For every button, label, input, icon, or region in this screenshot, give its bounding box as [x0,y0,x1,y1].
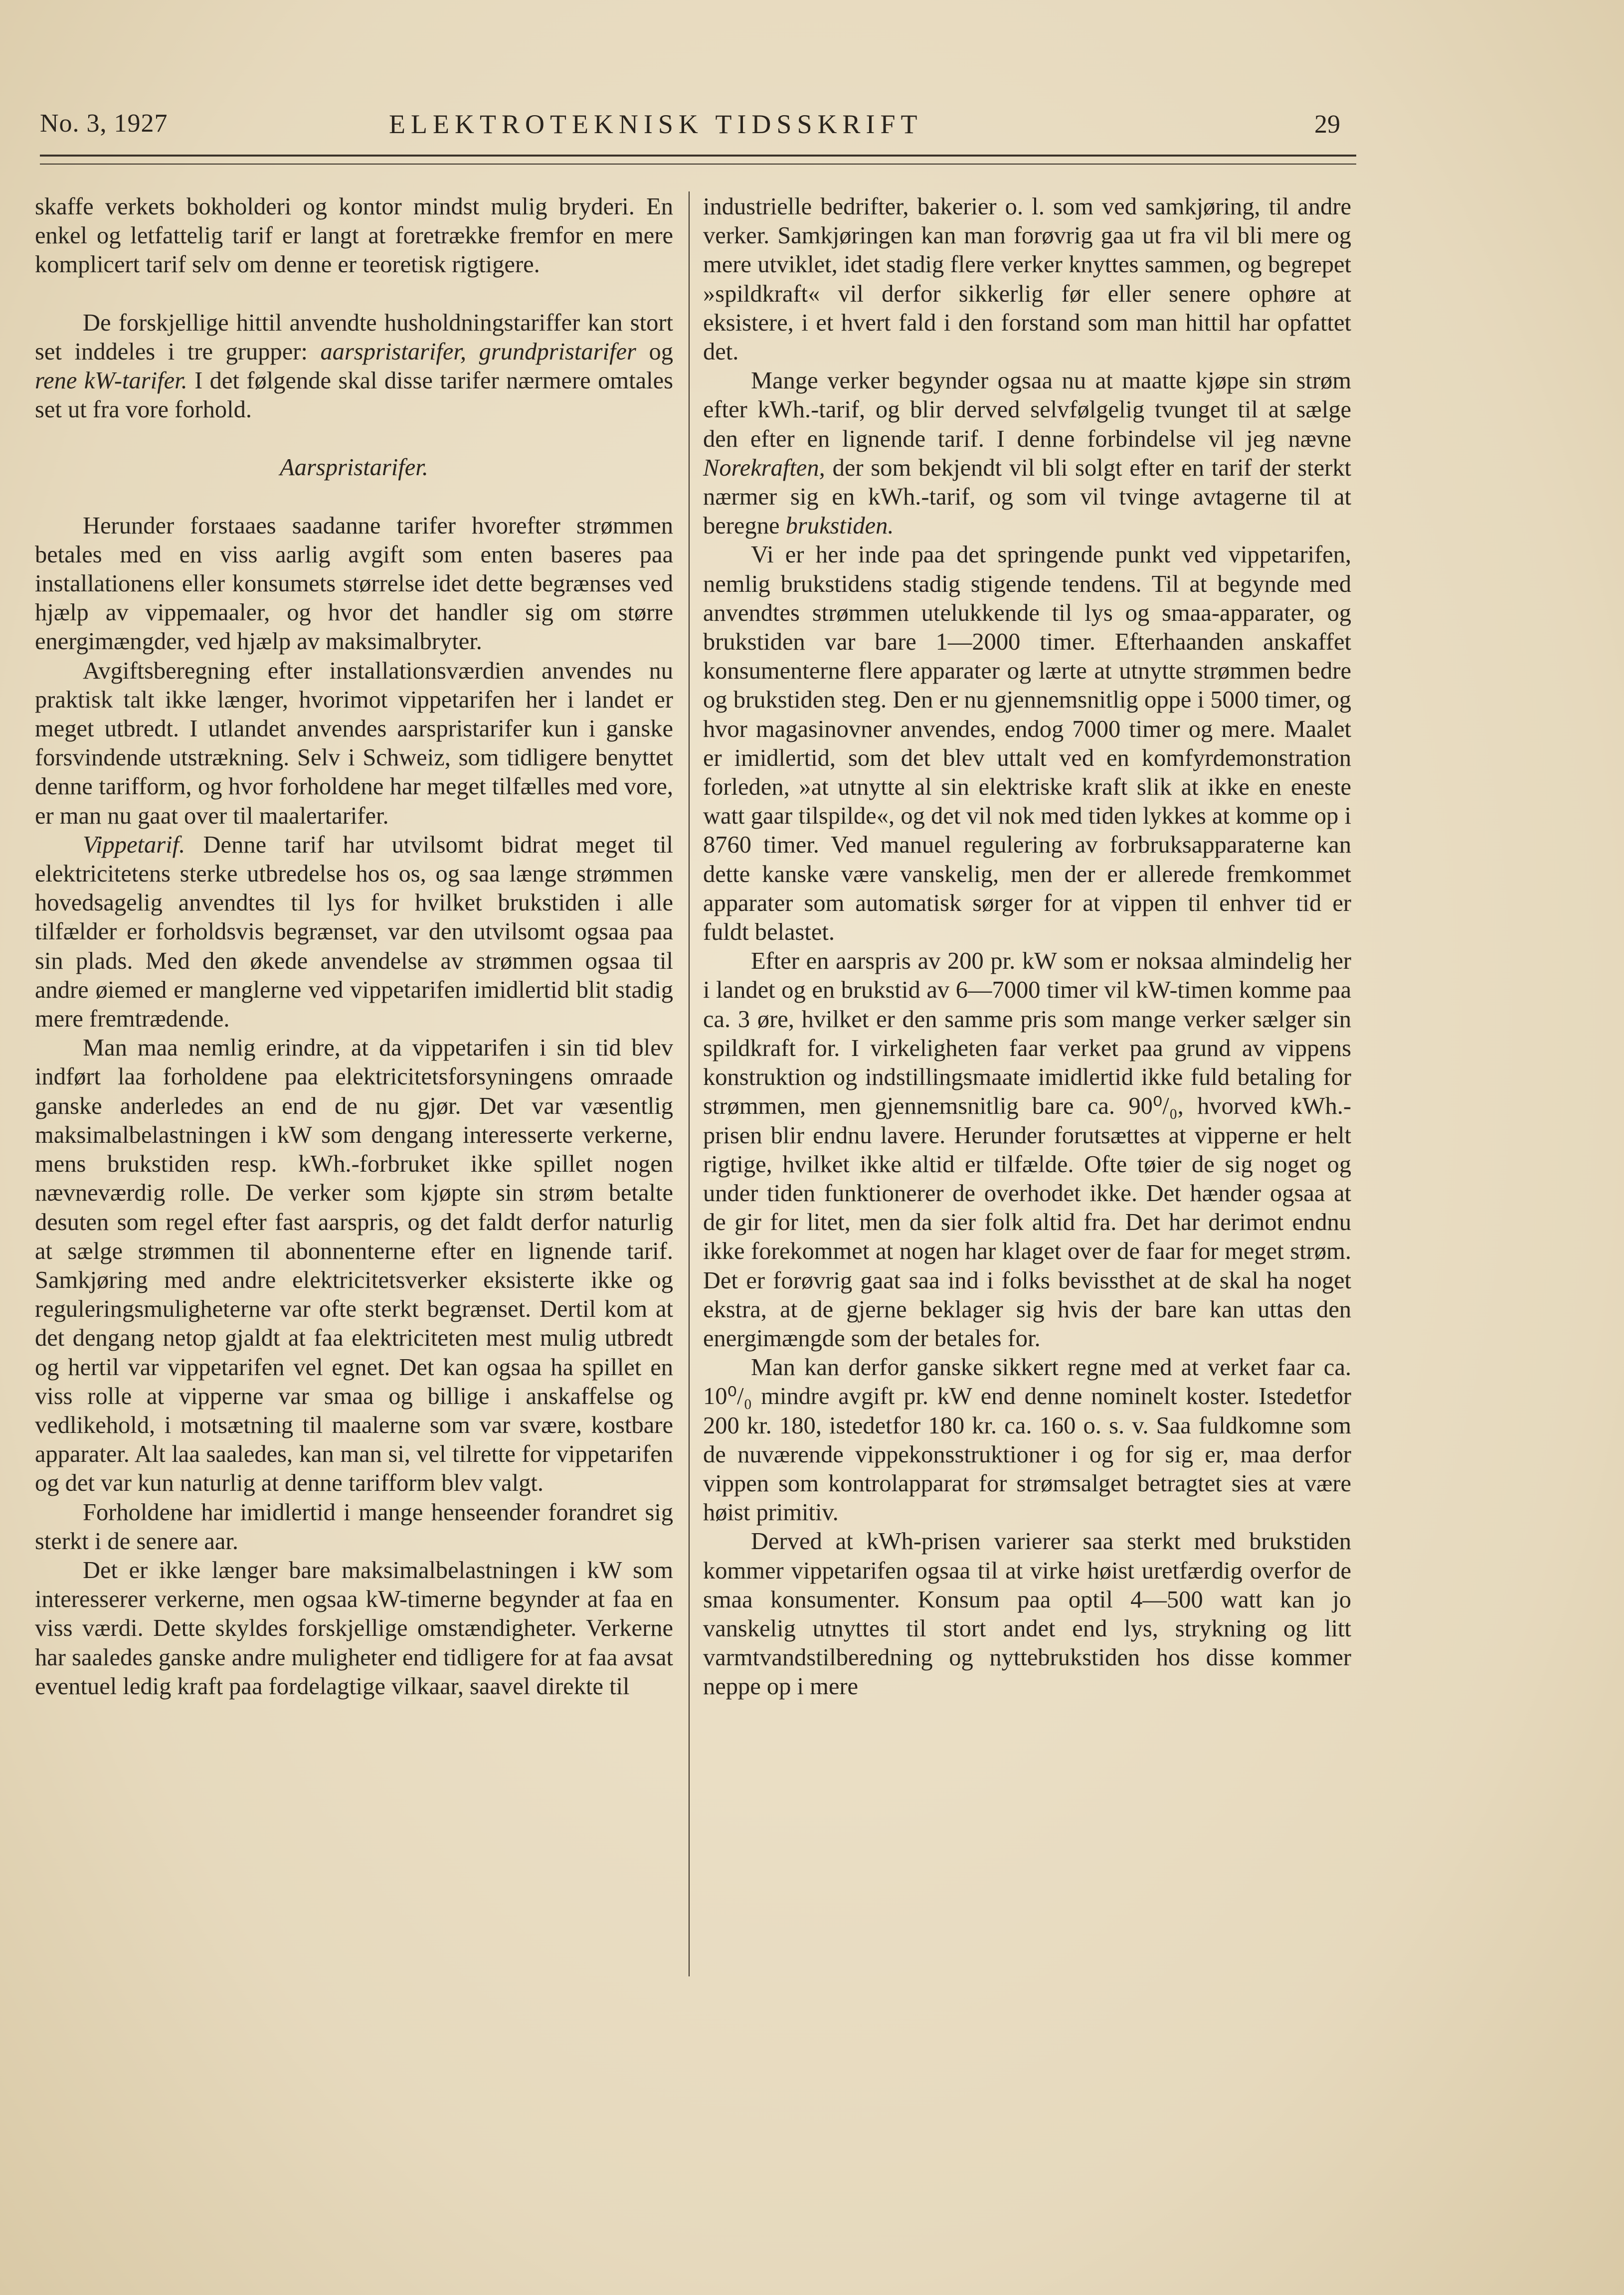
running-header [40,109,1356,144]
header-rule [40,155,1356,165]
run-in-heading: Vippetarif. [83,831,185,858]
paragraph [35,831,673,1034]
left-column [35,192,673,1701]
journal-title: ELEKTROTEKNISK TIDSSKRIFT [389,109,923,139]
section-heading: Aarspristarifer. [280,454,428,481]
paragraph: Det er ikke længer bare maksimalbelastningen i kW som interesserer verkerne, men ogsaa kW-timerne begynder at faa en viss værdi. Dette skyldes forskjellige omstændigheter. Verkerne har saaledes ganske andre muligheter end tidligere for at faa avsat eventuel ledig kraft paa fordelagtige vilkaar, saavel direkte til [35,1557,673,1700]
paragraph [703,366,1351,540]
paragraph: Man maa nemlig erindre, at da vippetarifen i sin tid blev indført laa forholdene paa elektricitetsforsyningens omraade ganske anderledes an end de nu gjør. Det var væsentlig maksimalbelastningen i kW som dengang interesserte verkerne, mens brukstiden resp. kWh.-forbruket ikke spillet nogen nævneværdig rolle. De verker som kjøpte sin strøm betalte desuten som regel efter fast aarspris, og det faldt derfor naturlig at sælge strømmen til abonnenterne efter en lignende tarif. Samkjøring med andre elektricitetsverker eksisterte ikke og reguleringsmuligheterne var ofte sterkt begrænset. Dertil kom at det dengang netop gjaldt at faa elektriciteten mest mulig utbredt og hertil var vippetarifen vel egnet. Det kan ogsaa ha spillet en viss rolle at vipperne var smaa og billige i anskaffelse og vedlikehold, i motsætning til maalerne som var svære, kostbare apparater. Alt laa saaledes, kan man si, vel tilrette for vippetarifen og det var kun naturlig at denne tarifform blev valgt. [35,1035,673,1497]
page-number: 29 [1314,110,1340,139]
paragraph: Herunder forstaaes saadanne tarifer hvorefter strømmen betales med en viss aarlig avgift som enten baseres paa installationens eller konsumets størrelse idet dette begrænses ved hjælp av vippemaaler, og hvor det handler sig om større energimængder, ved hjælp av maksimalbryter. [35,512,673,655]
text-run: Mange verker begynder ogsaa nu at maatte kjøpe sin strøm efter kWh.-tarif, og blir derved selvfølgelig tvunget til at sælge den efter en lignende tarif. I denne forbindelse vil jeg nævne [703,367,1351,452]
text-run: der som bekjendt vil bli solgt efter en tarif der sterkt nærmer sig en kWh.-tarif, og som vil tvinge avtagerne til at beregne [703,454,1351,539]
italic-term: aarspristarifer, grundpristarifer [320,338,636,365]
italic-term: rene kW-tarifer. [35,367,187,394]
paragraph: Vi er her inde paa det springende punkt ved vippetarifen, nemlig brukstidens stadig stigende tendens. Til at begynde med anvendtes strømmen utelukkende til lys og smaa-apparater, og brukstiden var bare 1—2000 timer. Efterhaanden anskaffet konsumenterne flere apparater og lærte at utnytte strømmen bedre og brukstiden steg. Den er nu gjennemsnitlig oppe i 5000 timer, og hvor magasinovner anvendes, endog 7000 timer og mere. Maalet er imidlertid, som det blev uttalt ved en komfyrdemonstration forleden, »at utnytte al sin elektriske kraft slik at ikke en eneste watt gaar tilspilde«, og det vil nok med tiden lykkes at komme op i 8760 timer. Ved manuel regulering av forbruksapparaterne kan dette kanske være vanskelig, men der er allerede fremkommet apparater som automatisk sørger for at vippen til enhver tid er fuldt belastet. [703,541,1351,946]
text-run: I det følgende skal disse tarifer nærmere omtales set ut fra vore forhold. [35,367,673,423]
paragraph: Efter en aarspris av 200 pr. kW som er noksaa almindelig her i landet og en brukstid av 6—7000 timer vil kW-timen komme paa ca. 3 øre, hvilket er den samme pris som mange verker sælger sin spildkraft for. I virkeligheten faar verket paa grund av vippens konstruktion og indstillingsmaate imidlertid ikke fuld betaling for strømmen, men gjennemsnitlig bare ca. 90⁰/₀, hvorved kWh.-prisen blir endnu lavere. Herunder forutsættes at vipperne er helt rigtige, hvilket ikke altid er tilfælde. Ofte tøier de sig noget og under tiden funktionerer de overhodet ikke. Det hænder ogsaa at de gir for litet, men da sier folk altid fra. Det har derimot endnu ikke forekommet at nogen har klaget over de faar for meget strøm. Det er forøvrig gaat saa ind i folks bevissthet at de skal ha noget ekstra, at de gjerne beklager sig hvis der bare kan uttas den energimængde som der betales for. [703,948,1351,1352]
paragraph: Avgiftsberegning efter installationsværdien anvendes nu praktisk talt ikke længer, hvorimot vippetarifen her i landet er meget utbredt. I utlandet anvendes aarspristarifer kun i ganske forsvindende utstrækning. Selv i Schweiz, som tidligere benyttet denne tarifform, og hvor forholdene har meget tilfælles med vore, er man nu gaat over til maalertarifer. [35,657,673,829]
paragraph: Forholdene har imidlertid i mange henseender forandret sig sterkt i de senere aar. [35,1499,673,1555]
paragraph: skaffe verkets bokholderi og kontor mindst mulig bryderi. En enkel og letfattelig tarif er langt at foretrække fremfor en mere komplicert tarif selv om denne er teoretisk rigtigere. [35,193,673,278]
text-run: og [636,338,674,365]
paragraph [35,309,673,425]
paragraph: Derved at kWh-prisen varierer saa sterkt med brukstiden kommer vippetarifen ogsaa til at virke høist uretfærdig overfor de smaa konsumenter. Konsum paa optil 4—500 watt kan jo vanskelig utnyttes til stort andet end lys, strykning og litt varmtvandstilberedning og nyttebrukstiden hos disse kommer neppe op i mere [703,1528,1351,1700]
issue-number: No. 3, 1927 [40,109,168,138]
right-column [703,192,1351,1702]
text-run: De forskjellige hittil anvendte husholdningstariffer kan stort set inddeles i tre grupper: [35,309,673,365]
column-divider [689,191,690,1976]
italic-term: brukstiden. [785,513,894,539]
paragraph: Man kan derfor ganske sikkert regne med at verket faar ca. 10⁰/₀ mindre avgift pr. kW end denne nominelt koster. Istedetfor 200 kr. 180, istedetfor 180 kr. ca. 160 o. s. v. Saa fuldkomne som de nuværende vippekonsstruktioner i og for sig er, maa derfor vippen som kontrolapparat for strømsalget betragtet sies at være høist primitiv. [703,1354,1351,1526]
italic-term: Norekraften, [703,454,825,481]
paragraph: industrielle bedrifter, bakerier o. l. som ved samkjøring, til andre verker. Samkjøringen kan man forøvrig gaa ut fra vil bli mere og mere utviklet, idet stadig flere verker knyttes sammen, og begrepet »spildkraft« vil derfor sikkerlig før eller senere ophøre at eksistere, i et hvert fald i den forstand som man hittil har opfattet det. [703,193,1351,365]
text-run: Denne tarif har utvilsomt bidrat meget til elektricitetens sterke utbredelse hos os, og saa længe strømmen hovedsagelig anvendtes til lys for hvilket brukstiden i alle tilfælder er forholdsvis begrænset, var den utvilsomt ogsaa paa sin plads. Med den økede anvendelse av strømmen ogsaa til andre øiemed er manglerne ved vippetarifen imidlertid blit stadig mere fremtrædende. [35,831,673,1033]
